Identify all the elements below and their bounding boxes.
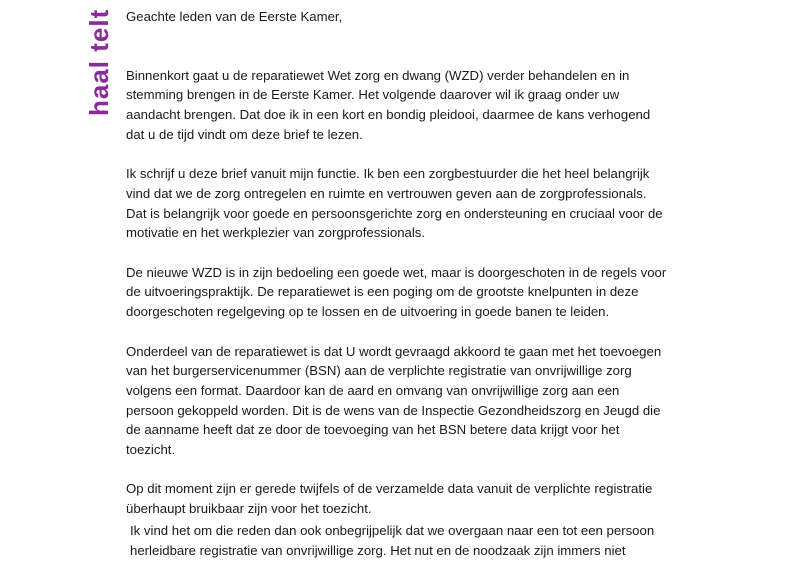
paragraph-line: dat u de tijd vindt om deze brief te lezen. xyxy=(126,126,363,142)
letter-body xyxy=(126,7,686,580)
paragraph-line: motivatie en het werkplezier van zorgprofessionals. xyxy=(126,225,426,241)
salutation: Geachte leden van de Eerste Kamer, xyxy=(126,9,343,24)
paragraph-line: überhaupt bruikbaar zijn voor het toezicht. xyxy=(126,501,372,517)
brand-partial-text: haal telt xyxy=(84,8,114,116)
paragraph-line: toezicht. xyxy=(126,442,176,458)
paragraph-3 xyxy=(126,263,686,322)
paragraph-line: doorgeschoten regelgeving op te lossen en de uitvoering in goede banen te leiden. xyxy=(126,304,610,320)
paragraph-line: herleidbare registratie van onvrijwillige zorg. Het nut en de noodzaak zijn immers niet xyxy=(130,542,626,558)
paragraph-line: van het burgerservicenummer (BSN) aan de verplichte registratie van onvrijwillige zorg xyxy=(126,363,632,379)
paragraph-line: de aanname heeft dat ze door de toevoeging van het BSN betere data krijgt voor het xyxy=(126,422,620,438)
brand-vertical-text xyxy=(34,0,114,124)
paragraph-4 xyxy=(126,342,686,460)
paragraph-line: Onderdeel van de reparatiewet is dat U wordt gevraagd akkoord te gaan met het toevoegen xyxy=(126,343,662,359)
paragraph-line: Ik vind het om die reden dan ook onbegrijpelijk dat we overgaan naar een tot een persoon xyxy=(130,522,655,538)
paragraph-line: Ik schrijf u deze brief vanuit mijn functie. Ik ben een zorgbestuurder die het heel belangrijk xyxy=(126,166,650,182)
paragraph-line: Binnenkort gaat u de reparatiewet Wet zorg en dwang (WZD) verder behandelen en in xyxy=(126,67,630,83)
paragraph-line: Op dit moment zijn er gerede twijfels of de verzamelde data vanuit de verplichte registratie xyxy=(126,481,653,497)
paragraph-line: volgens een format. Daardoor kan de aard en omvang van onvrijwillige zorg aan een xyxy=(126,382,620,398)
paragraph-1 xyxy=(126,66,686,145)
paragraph-5 xyxy=(126,479,686,518)
paragraph-line: vind dat we de zorg ontregelen en ruimte en vertrouwen geven aan de zorgprofessionals. xyxy=(126,185,647,201)
paragraph-line: de uitvoeringspraktijk. De reparatiewet is een poging om de grootste knelpunten in deze xyxy=(126,284,639,300)
paragraph-line: Dat is belangrijk voor goede en persoonsgerichte zorg en ondersteuning en cruciaal voor de xyxy=(126,205,663,221)
paragraph-line: aandacht brengen. Dat doe ik in een kort en bondig pleidooi, daarmee de kans verhogend xyxy=(126,107,651,123)
paragraph-line: stemming brengen in de Eerste Kamer. Het volgende daarover wil ik graag onder uw xyxy=(126,87,620,103)
paragraph-line: persoon gekoppeld worden. Dit is de wens van de Inspectie Gezondheidszorg en Jeugd die xyxy=(126,402,661,418)
paragraph-line: De nieuwe WZD is in zijn bedoeling een goede wet, maar is doorgeschoten in de regels voor xyxy=(126,264,667,280)
paragraph-2 xyxy=(126,164,686,243)
paragraph-6 xyxy=(126,521,686,560)
